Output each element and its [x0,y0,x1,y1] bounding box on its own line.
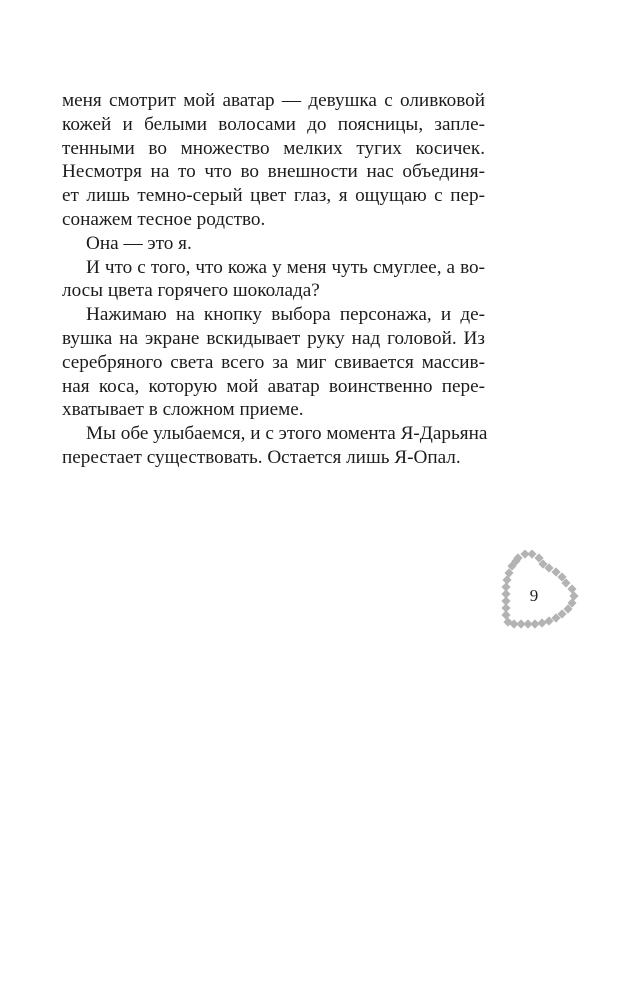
text-line: вушка на экране вскидывает руку над головой. Из [62,327,485,349]
text-line: лосы цвета горячего шоколада? [62,280,320,302]
text-line: ная коса, которую мой аватар воинственно пере- [62,375,485,397]
body-text [62,89,488,470]
text-line: Несмотря на то что во внешности нас объединя- [62,161,485,183]
page-number: 9 [529,586,539,605]
text-line: Она — это я. [86,232,192,254]
text-line: хватывает в сложном приеме. [62,399,304,421]
text-line: Нажимаю на кнопку выбора персонажа, и де- [86,304,485,326]
heart-pixel [567,584,576,593]
heart-pixel [502,575,511,584]
text-line: кожей и белыми волосами до поясницы, запле- [62,113,485,135]
text-line: перестает существовать. Остается лишь Я-Опал. [62,446,461,468]
heart-pixel [569,591,578,600]
heart-pixel [501,582,510,591]
text-line: серебряного света всего за миг свивается массив- [62,351,485,373]
heart-pixel [537,618,546,627]
text-line: меня смотрит мой аватар — девушка с оливковой [62,90,485,111]
text-line: сонажем тесное родство. [62,208,266,230]
text-line: Мы обе улыбаемся, и с этого момента Я-Дарьяна [86,423,488,445]
text-line: тенными во множество мелких тугих косичек. [62,137,485,159]
text-line: И что с того, что кожа у меня чуть смуглее, а во- [86,256,485,278]
text-line: ет лишь темно-серый цвет глаз, я ощущаю с пер- [62,185,485,207]
